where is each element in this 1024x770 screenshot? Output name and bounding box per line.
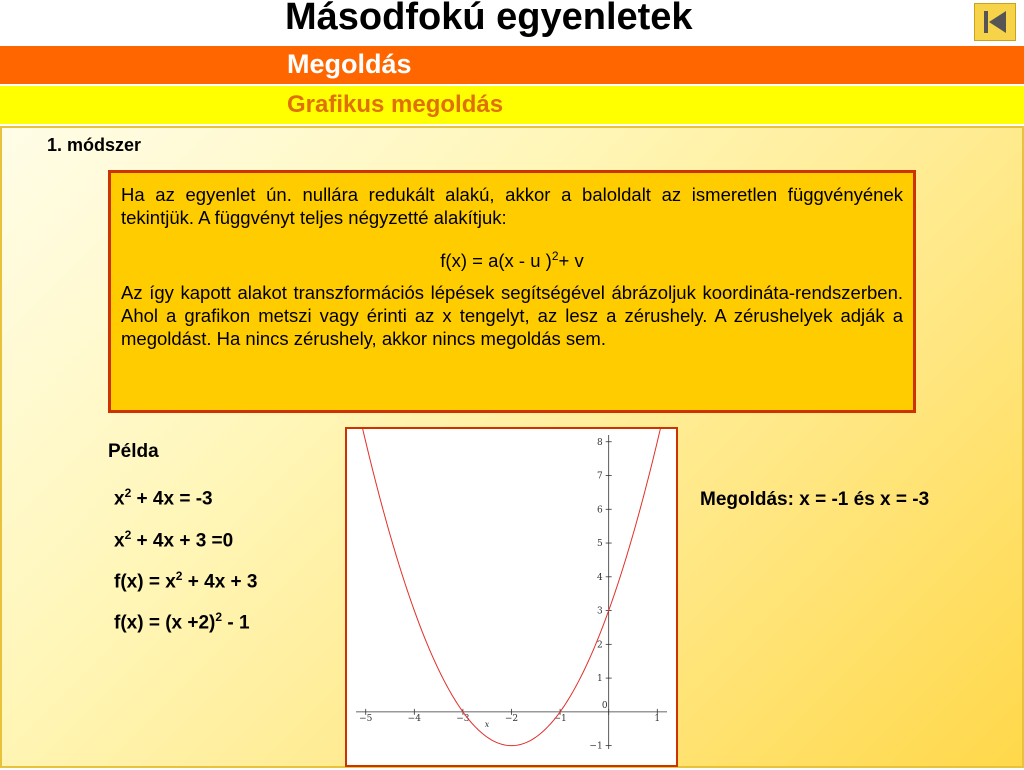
y-tick-label: 7 (596, 471, 603, 482)
section-title: Megoldás (287, 49, 412, 79)
x-tick-label: 1 (654, 713, 661, 724)
x-tick-label: −4 (407, 713, 421, 724)
title-bar (0, 0, 1024, 44)
explanation-box (108, 170, 916, 413)
equation-3 (114, 569, 257, 593)
back-button[interactable] (974, 3, 1016, 41)
formula (121, 245, 903, 272)
equation-1 (114, 486, 213, 510)
eq1-exponent: 2 (124, 486, 132, 500)
eq4-exponent: 2 (215, 610, 223, 624)
formula-exponent: 2 (551, 249, 559, 263)
y-tick-label: 4 (596, 572, 603, 583)
y-tick-label: −1 (589, 741, 603, 752)
y-tick-label: 1 (596, 674, 603, 685)
function-graph (347, 429, 676, 765)
parabola-line (361, 429, 663, 746)
eq4-rest: - 1 (222, 612, 250, 634)
eq1-rest: + 4x = -3 (131, 488, 213, 510)
y-tick-label: 6 (596, 505, 603, 516)
y-tick-label: 2 (596, 640, 603, 651)
equation-2 (114, 528, 233, 552)
solution-text: Megoldás: x = -1 és x = -3 (700, 489, 930, 510)
eq3-exponent: 2 (175, 569, 183, 583)
x-tick-label: −1 (553, 713, 567, 724)
eq3-rest: + 4x + 3 (182, 571, 258, 593)
y-tick-label: 5 (596, 539, 603, 550)
page-title: Másodfokú egyenletek (285, 0, 693, 38)
eq3-base: f(x) = x (114, 571, 176, 593)
y-tick-label: 3 (596, 606, 603, 617)
subsection-bar (0, 86, 1024, 124)
x-axis-label: x (484, 720, 490, 730)
intro-text: Ha az egyenlet ún. nullára redukált alakú, akkor a baloldalt az ismeretlen függvényének tekintjük. A függvényt teljes négyzetté alakítjuk: (121, 184, 903, 228)
eq2-rest: + 4x + 3 =0 (131, 530, 234, 552)
x-tick-label: −2 (504, 713, 519, 724)
eq2-base: x (114, 530, 125, 552)
y-tick-label: 8 (596, 437, 603, 448)
eq1-base: x (114, 488, 125, 510)
formula-tail: + v (558, 250, 584, 272)
skip-back-icon (975, 4, 1015, 40)
section-bar (0, 46, 1024, 84)
x-tick-label: −3 (456, 713, 470, 724)
eq2-exponent: 2 (124, 528, 132, 542)
method-label: 1. módszer (47, 135, 142, 155)
example-label: Példa (108, 441, 159, 462)
graph-frame (345, 427, 678, 767)
eq4-base: f(x) = (x +2) (114, 612, 216, 634)
x-tick-label: −5 (359, 713, 373, 724)
formula-base: f(x) = a(x - u ) (440, 250, 552, 272)
subsection-title: Grafikus megoldás (287, 91, 504, 118)
equation-4 (114, 610, 250, 634)
explanation-text: Az így kapott alakot transzformációs lépések segítségével ábrázoljuk koordináta-rendszerben. Ahol a grafikon metszi vagy érinti az x tengelyt, az lesz a zérushely. A zérushelyek adják a megoldást. Ha nincs zérushely, akkor nincs megoldás sem. (121, 282, 903, 350)
x-tick-label: 0 (601, 700, 608, 711)
